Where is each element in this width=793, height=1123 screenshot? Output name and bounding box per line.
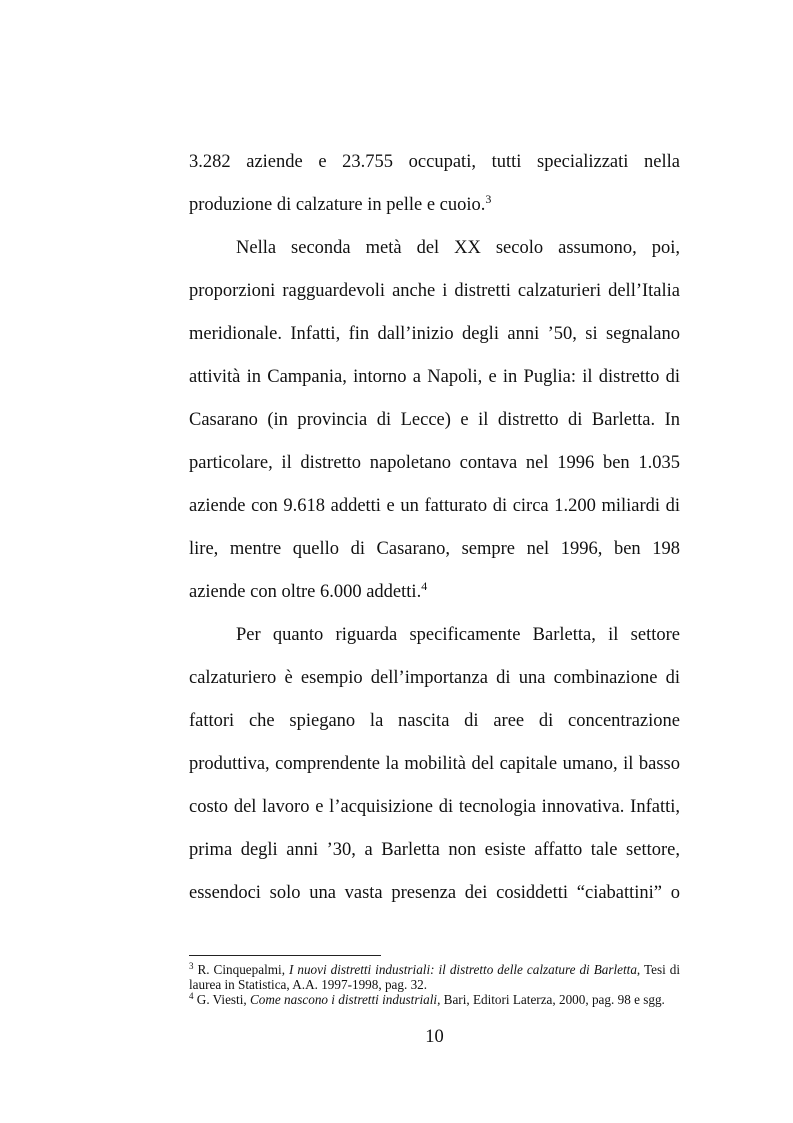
- text-line: [189, 184, 680, 227]
- text-line: produttiva, comprendente la mobilità del capitale umano, il basso: [189, 754, 680, 774]
- footnote-separator: [189, 955, 381, 956]
- text-line: 3.282 aziende e 23.755 occupati, tutti specializzati nella: [189, 152, 680, 172]
- footnote-mark: 3: [189, 961, 194, 971]
- page-number: 10: [425, 1027, 444, 1047]
- footnote-details: , Tesi di: [636, 962, 680, 977]
- footnote-4: [189, 992, 680, 1007]
- text-line: calzaturiero è esempio dell’importanza di una combinazione di: [189, 668, 680, 688]
- text-line: Nella seconda metà del XX secolo assumono, poi,: [236, 238, 680, 258]
- footnote-3: [189, 962, 680, 977]
- text-line-content: produzione di calzature in pelle e cuoio.: [189, 195, 486, 215]
- footnote-title: Come nascono i distretti industriali: [249, 992, 438, 1007]
- text-line: attività in Campania, intorno a Napoli, e in Puglia: il distretto di: [189, 367, 680, 387]
- text-line: proporzioni ragguardevoli anche i distretti calzaturieri dell’Italia: [189, 281, 680, 301]
- text-line: prima degli anni ’30, a Barletta non esiste affatto tale settore,: [189, 840, 680, 860]
- footnote-mark: 4: [189, 991, 194, 1001]
- footnotes: [189, 962, 680, 1007]
- text-line: lire, mentre quello di Casarano, sempre nel 1996, ben 198: [189, 539, 680, 559]
- text-line: [189, 571, 680, 614]
- text-line: costo del lavoro e l’acquisizione di tecnologia innovativa. Infatti,: [189, 797, 680, 817]
- text-line-content: aziende con oltre 6.000 addetti.: [189, 582, 422, 602]
- footnote-details: , Bari, Editori Laterza, 2000, pag. 98 e sgg.: [437, 992, 665, 1007]
- footnote-author: G. Viesti,: [196, 992, 247, 1007]
- text-line: Per quanto riguarda specificamente Barletta, il settore: [236, 625, 680, 645]
- text-line: aziende con 9.618 addetti e un fatturato di circa 1.200 miliardi di: [189, 496, 680, 516]
- footnote-title: I nuovi distretti industriali: il distretto delle calzature di Barletta: [288, 962, 637, 977]
- footnote-reference: 3: [485, 192, 492, 206]
- text-line: essendoci solo una vasta presenza dei cosiddetti “ciabattini” o: [189, 883, 680, 903]
- text-line: Casarano (in provincia di Lecce) e il distretto di Barletta. In: [189, 410, 680, 430]
- footnote-3-continuation: laurea in Statistica, A.A. 1997-1998, pag. 32.: [189, 977, 428, 992]
- footnote-author: R. Cinquepalmi,: [197, 962, 285, 977]
- footnote-reference: 4: [421, 579, 428, 593]
- text-line: meridionale. Infatti, fin dall’inizio degli anni ’50, si segnalano: [189, 324, 680, 344]
- text-line: particolare, il distretto napoletano contava nel 1996 ben 1.035: [189, 453, 680, 473]
- body-text: [189, 141, 680, 915]
- text-line: fattori che spiegano la nascita di aree di concentrazione: [189, 711, 680, 731]
